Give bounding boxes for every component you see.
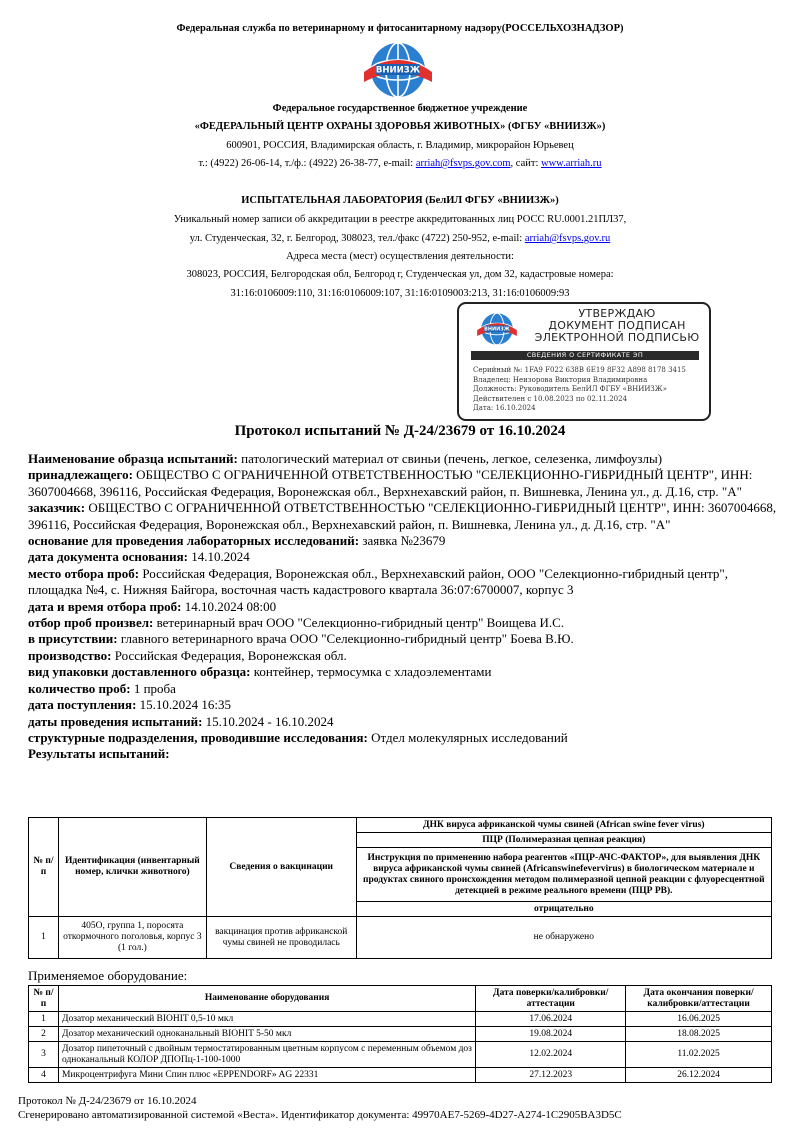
field-label: основание для проведения лабораторных исследований: — [28, 533, 360, 549]
lab-address — [0, 232, 800, 246]
protocol-title: Протокол испытаний № Д-24/23679 от 16.10.2024 — [234, 423, 566, 439]
field-value: ОБЩЕСТВО С ОГРАНИЧЕННОЙ ОТВЕТСТВЕННОСТЬЮ "СЕЛЕКЦИОННО-ГИБРИДНЫЙ ЦЕНТР", ИНН: 3607004668, 396116, Российская Федерация, Воронежская обл., Верхнехавский район, п. Вишневка, Ленина ул., д. Д.16, стр. "А" — [28, 467, 753, 499]
results-col-num: № п/п — [29, 818, 59, 917]
lab-email-link[interactable]: arriah@fsvps.gov.ru — [524, 233, 611, 244]
sample-fields — [28, 451, 780, 763]
equip-date: 17.06.2024 — [476, 1012, 626, 1027]
stamp-title — [525, 308, 709, 344]
table-row — [29, 917, 772, 959]
field-label: производство: — [28, 647, 112, 663]
field-value: Отдел молекулярных исследований — [367, 729, 568, 745]
footer-generated: Сгенерировано автоматизированной системой «Веста». Идентификатор документа: 49970AE7-5269-4D27-A274-1C2905BA3D5C — [18, 1109, 622, 1121]
equip-end: 11.02.2025 — [626, 1042, 772, 1068]
results-table — [28, 817, 772, 959]
field-witness — [28, 631, 780, 647]
equip-date: 12.02.2024 — [476, 1042, 626, 1068]
results-col-vacc: Сведения о вакцинации — [206, 818, 356, 917]
equip-end: 26.12.2024 — [626, 1068, 772, 1083]
field-label: структурные подразделения, проводившие исследования: — [28, 729, 368, 745]
org-type: Федеральное государственное бюджетное учреждение — [272, 103, 528, 114]
field-value: 15.10.2024 - 16.10.2024 — [202, 713, 334, 729]
field-basis-date — [28, 549, 780, 565]
field-packaging — [28, 664, 780, 680]
logo-text: ВНИИЗЖ — [375, 65, 421, 76]
results-norm: отрицательно — [356, 902, 771, 917]
field-value: 15.10.2024 16:35 — [136, 697, 232, 713]
stamp-serial: Серийный №: 1FA9 F022 638B 6E19 8F32 A898 8178 3415 — [473, 366, 686, 374]
field-label: дата и время отбора проб: — [28, 598, 182, 614]
table-row — [29, 1068, 772, 1083]
field-sampling-datetime — [28, 599, 780, 615]
equip-end: 16.06.2025 — [626, 1012, 772, 1027]
equip-name: Микроцентрифуга Мини Спин плюс «EPPENDORF» AG 22331 — [58, 1068, 475, 1083]
equipment-heading: Применяемое оборудование: — [28, 968, 188, 983]
org-address: 600901, РОССИЯ, Владимирская область, г. Владимир, микрорайон Юрьевец — [226, 140, 574, 151]
equip-name: Дозатор пипеточный с двойным термостатированным цветным корпусом с переменным объемом доз одноканальный КОЛОР ДПОПц-1-100-1000 — [58, 1042, 475, 1068]
equip-num: 4 — [29, 1068, 59, 1083]
field-value: 14.10.2024 — [187, 549, 250, 565]
field-production — [28, 648, 780, 664]
result-vacc: вакцинация против африканской чумы свиней не проводилась — [206, 917, 356, 959]
stamp-date: Дата: 16.10.2024 — [473, 404, 536, 413]
results-test-name: ДНК вируса африканской чумы свиней (African swine fever virus) — [356, 818, 771, 833]
field-owner — [28, 467, 780, 500]
stamp-logo-text: ВНИИЗЖ — [484, 326, 510, 333]
equip-num: 3 — [29, 1042, 59, 1068]
stamp-title-line2: ДОКУМЕНТ ПОДПИСАН — [548, 319, 686, 332]
field-label: даты проведения испытаний: — [28, 713, 203, 729]
stamp-details — [473, 366, 703, 414]
field-value: контейнер, термосумка с хладоэлементами — [250, 664, 492, 680]
results-instruction: Инструкция по применению набора реагентов «ПЦР-АЧС-ФАКТОР», для выявления ДНК вируса африканской чумы свиней (Africanswinefevervirus) в биологическом материале и продуктах свиного происхождения методом полимеразной цепной реакции с флуоресцентной детекцией в режиме реального времени (ПЦР РВ). — [356, 848, 771, 902]
equip-end: 18.08.2025 — [626, 1027, 772, 1042]
lab-places-line2: 31:16:0106009:110, 31:16:0106009:107, 31:16:0109003:213, 31:16:0106009:93 — [230, 288, 570, 299]
stamp-cert-bar: СВЕДЕНИЯ О СЕРТИФИКАТЕ ЭП — [471, 351, 699, 360]
equip-col-date: Дата поверки/калибровки/аттестации — [476, 986, 626, 1012]
lab-address-prefix: ул. Студенческая, 32, г. Белгород, 308023, тел./факс (4722) 250-952, e-mail: — [189, 233, 525, 244]
org-email-link[interactable]: arriah@fsvps.gov.com — [415, 158, 511, 169]
field-sampling-place — [28, 566, 780, 599]
site-prefix: , сайт: — [510, 158, 541, 169]
footer-protocol: Протокол № Д-24/23679 от 16.10.2024 — [18, 1095, 197, 1107]
lab-name: ИСПЫТАТЕЛЬНАЯ ЛАБОРАТОРИЯ (БелИЛ ФГБУ «ВНИИЗЖ») — [241, 195, 559, 206]
org-site-link[interactable]: www.arriah.ru — [541, 158, 602, 169]
results-col-id: Идентификация (инвентарный номер, клички животного) — [58, 818, 206, 917]
equip-name: Дозатор механический BIOHIT 0,5-10 мкл — [58, 1012, 475, 1027]
lab-accreditation: Уникальный номер записи об аккредитации в реестре аккредитованных лиц РОСС RU.0001.21ПЛ37, — [173, 214, 627, 225]
stamp-valid: Действителен с 10.08.2023 по 02.11.2024 — [473, 394, 628, 403]
field-departments — [28, 730, 780, 746]
equipment-header-row — [29, 986, 772, 1012]
field-label: отбор проб произвел: — [28, 615, 154, 631]
equip-col-name: Наименование оборудования — [58, 986, 475, 1012]
field-received — [28, 697, 780, 713]
result-num: 1 — [29, 917, 59, 959]
field-value: заявка №23679 — [359, 533, 446, 549]
field-sample-name — [28, 451, 780, 467]
equip-num: 1 — [29, 1012, 59, 1027]
field-label: дата поступления: — [28, 697, 137, 713]
stamp-position: Должность: Руководитель БелИЛ ФГБУ «ВНИИЗЖ» — [473, 385, 667, 394]
field-label: Наименование образца испытаний: — [28, 451, 238, 466]
results-method: ПЦР (Полимеразная цепная реакция) — [356, 833, 771, 848]
stamp-logo — [476, 310, 518, 348]
field-label: дата документа основания: — [28, 549, 188, 565]
equip-date: 19.08.2024 — [476, 1027, 626, 1042]
field-label: место отбора проб: — [28, 565, 140, 581]
equip-col-end: Дата окончания поверки/калибровки/аттестации — [626, 986, 772, 1012]
org-contacts-prefix: т.: (4922) 26-06-14, т./ф.: (4922) 26-38-77, e-mail: — [198, 158, 416, 169]
agency-name: Федеральная служба по ветеринарному и фитосанитарному надзору(РОССЕЛЬХОЗНАДЗОР) — [176, 23, 624, 34]
equip-date: 27.12.2023 — [476, 1068, 626, 1083]
table-row — [29, 1012, 772, 1027]
field-value: ОБЩЕСТВО С ОГРАНИЧЕННОЙ ОТВЕТСТВЕННОСТЬЮ "СЕЛЕКЦИОННО-ГИБРИДНЫЙ ЦЕНТР", ИНН: 3607004668, 396116, Российская Федерация, Воронежская обл., Верхнехавский район, п. Вишневка, Ленина ул., д. Д.16, стр. "А" — [28, 500, 777, 532]
field-value: ветеринарный врач ООО "Селекционно-гибридный центр" Воищева И.С. — [153, 615, 565, 631]
equip-name: Дозатор механический одноканальный BIOHIT 5-50 мкл — [58, 1027, 475, 1042]
stamp-title-line3: ЭЛЕКТРОННОЙ ПОДПИСЬЮ — [534, 331, 700, 344]
field-customer — [28, 500, 780, 533]
lab-places-title: Адреса места (мест) осуществления деятельности: — [286, 251, 514, 262]
equip-num: 2 — [29, 1027, 59, 1042]
result-id: 405О, группа 1, поросята откормочного поголовья, корпус 3 (1 гол.) — [58, 917, 206, 959]
equipment-table — [28, 985, 772, 1083]
field-sampled-by — [28, 615, 780, 631]
vniizzh-logo — [362, 38, 434, 102]
e-signature-stamp — [457, 302, 711, 421]
table-row — [29, 1027, 772, 1042]
field-value: 1 проба — [130, 680, 176, 696]
field-label: количество проб: — [28, 680, 131, 696]
field-label: вид упаковки доставленного образца: — [28, 664, 251, 680]
results-heading: Результаты испытаний: — [28, 746, 170, 762]
field-value: Российская Федерация, Воронежская обл. — [111, 647, 347, 663]
table-row — [29, 1042, 772, 1068]
field-value: Российская Федерация, Воронежская обл., Верхнехавский район, ООО "Селекционно-гибридный центр", площадка №4, с. Нижняя Байгора, восточная часть кадастрового квартала 36:07:6700007, корпус 3 — [28, 565, 728, 598]
field-label: в присутствии: — [28, 631, 118, 647]
org-contacts — [0, 157, 800, 171]
stamp-owner: Владелец: Неизорова Виктория Владимировна — [473, 375, 648, 384]
results-header-row — [29, 818, 772, 833]
field-basis — [28, 533, 780, 549]
org-name: «ФЕДЕРАЛЬНЫЙ ЦЕНТР ОХРАНЫ ЗДОРОВЬЯ ЖИВОТНЫХ» (ФГБУ «ВНИИЗЖ») — [194, 121, 606, 132]
field-value: 14.10.2024 08:00 — [181, 598, 277, 614]
field-test-dates — [28, 714, 780, 730]
field-label: заказчик: — [28, 500, 86, 516]
equip-col-num: № п/п — [29, 986, 59, 1012]
field-label: принадлежащего: — [28, 467, 133, 483]
field-sample-count — [28, 681, 780, 697]
field-value: главного ветеринарного врача ООО "Селекционно-гибридный центр" Боева В.Ю. — [117, 631, 574, 647]
lab-places-line1: 308023, РОССИЯ, Белгородская обл, Белгород г, Студенческая ул, дом 32, кадастровые номера: — [186, 269, 614, 280]
result-value: не обнаружено — [356, 917, 771, 959]
stamp-title-line1: УТВЕРЖДАЮ — [578, 307, 656, 320]
field-value: патологический материал от свиньи (печень, легкое, селезенка, лимфоузлы) — [237, 451, 663, 466]
